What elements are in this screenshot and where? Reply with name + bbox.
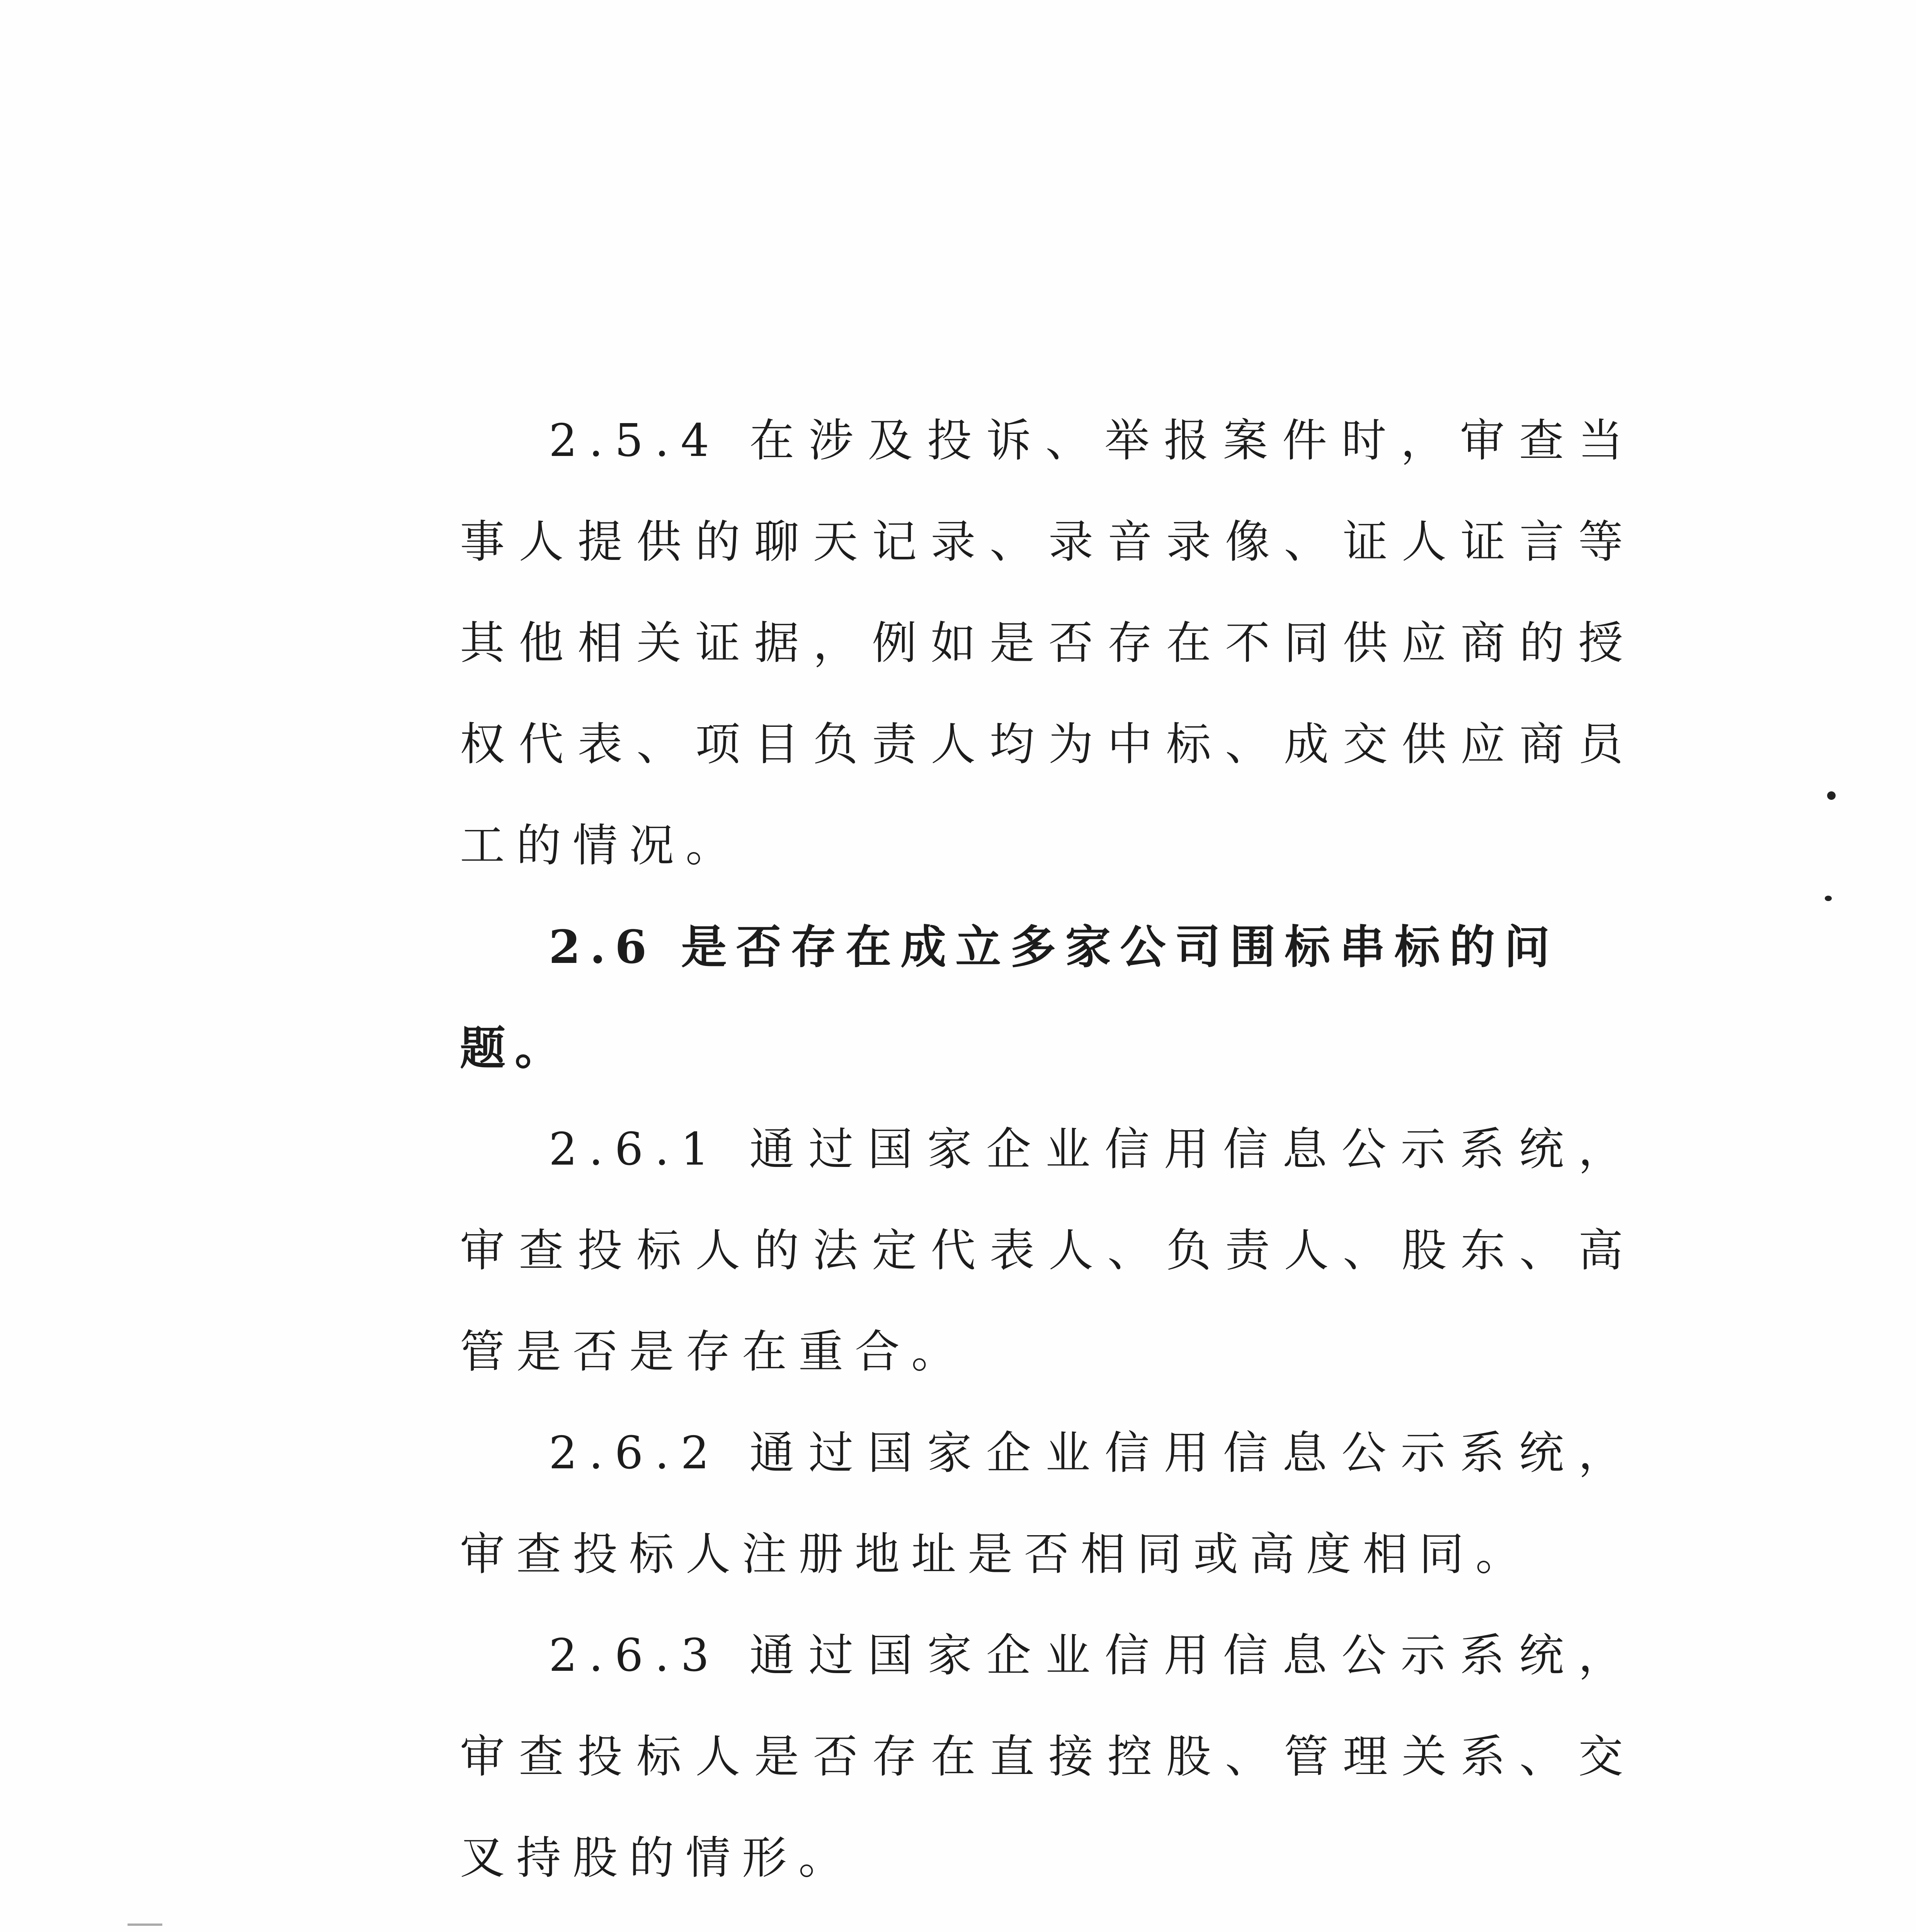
heading-2-6: 2.6 是否存在成立多家公司围标串标的问题。 [460,920,1559,1075]
document-body [460,390,1635,1932]
paragraph-2-5-4: 2.5.4 在涉及投诉、举报案件时，审查当事人提供的聊天记录、录音录像、证人证言等其他相关证据，例如是否存在不同供应商的授权代表、项目负责人均为中标、成交供应商员工的情况。 [460,415,1635,872]
paragraph-2-6-4 [460,1909,1635,1932]
scan-dot [1827,791,1836,800]
paragraph-2-6-2: 2.6.2 通过国家企业信用信息公示系统，审查投标人注册地址是否相同或高度相同。 [460,1427,1635,1580]
scan-dot [1825,896,1832,901]
paragraph-2-6-1: 2.6.1 通过国家企业信用信息公示系统，审查投标人的法定代表人、负责人、股东、高管是否是存在重合。 [460,1123,1635,1378]
scan-mark [128,1923,162,1926]
paragraph-2-6-3: 2.6.3 通过国家企业信用信息公示系统，审查投标人是否存在直接控股、管理关系、交叉持股的情形。 [460,1629,1635,1884]
